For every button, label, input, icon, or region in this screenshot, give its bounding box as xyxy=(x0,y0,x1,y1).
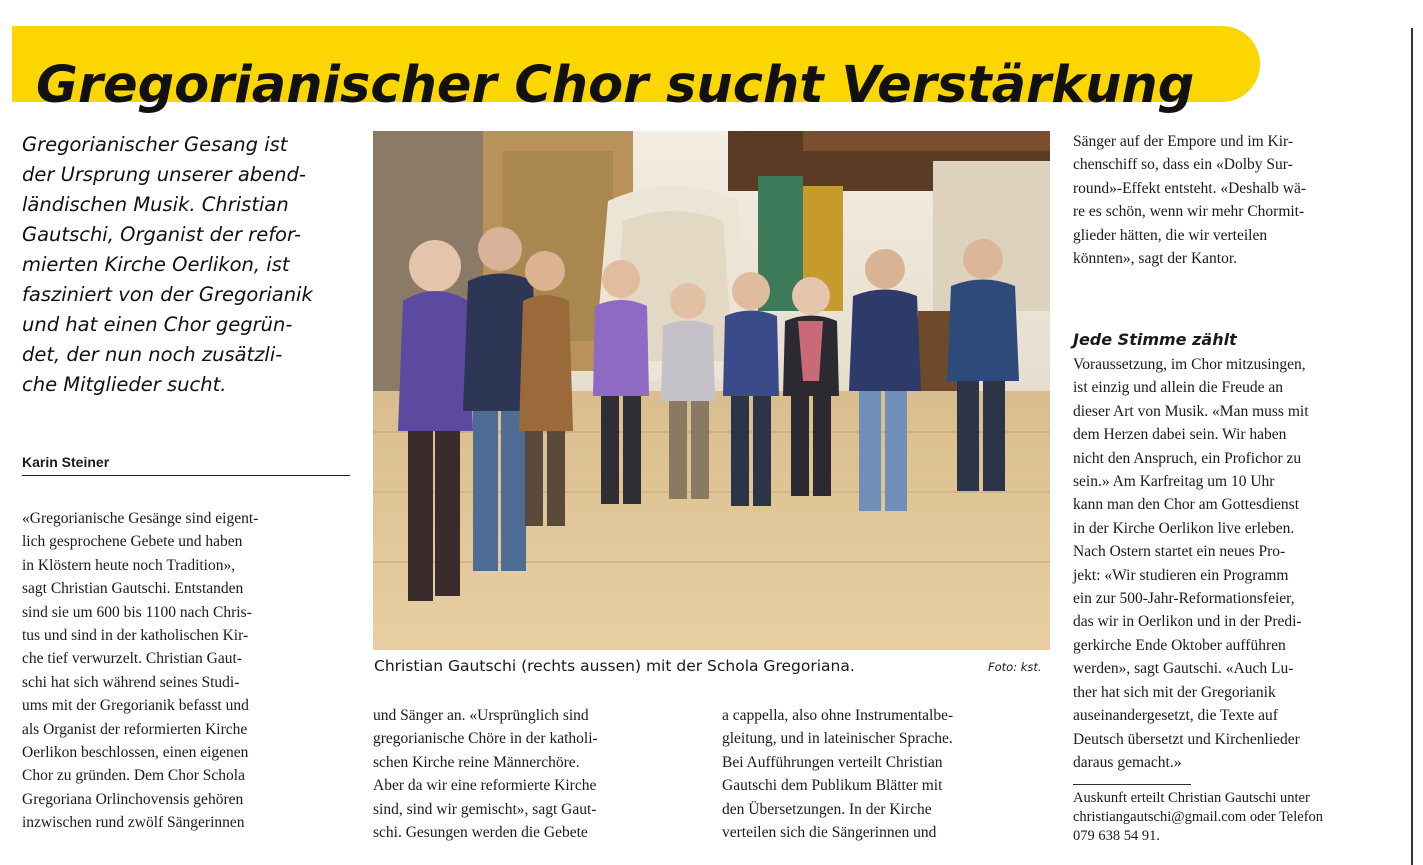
body-line: dieser Art von Musik. «Man muss mit xyxy=(1073,402,1309,420)
body-line: a cappella, also ohne Instrumentalbe- xyxy=(722,707,954,724)
choir-photo xyxy=(373,131,1050,650)
body-line: auseinandergesetzt, die Texte auf xyxy=(1073,707,1278,725)
body-line: nicht den Anspruch, ein Profichor zu xyxy=(1073,449,1302,467)
body-line: dem Herzen dabei sein. Wir haben xyxy=(1073,426,1287,444)
body-line: gerkirche Ende Oktober aufführen xyxy=(1073,636,1286,654)
lead-paragraph xyxy=(22,130,352,400)
lead-line: mierten Kirche Oerlikon, ist xyxy=(22,253,290,276)
body-line: che tief verwurzelt. Christian Gaut- xyxy=(22,650,242,668)
body-line: gregorianische Chöre in der katholi- xyxy=(373,730,598,748)
lead-line: ländischen Musik. Christian xyxy=(22,193,289,216)
column-divider-rule xyxy=(1411,28,1413,865)
section-subheading: Jede Stimme zählt xyxy=(1073,330,1237,349)
lead-line: fasziniert von der Gregorianik xyxy=(22,283,313,306)
body-line: Voraussetzung, im Chor mitzusingen, xyxy=(1073,356,1306,373)
body-line: lich gesprochene Gebete und haben xyxy=(22,533,243,551)
body-line: den Übersetzungen. In der Kirche xyxy=(722,800,932,818)
lead-line: Gautschi, Organist der refor- xyxy=(22,223,301,246)
choir-photo-illustration xyxy=(373,131,1050,650)
body-line: re es schön, wenn wir mehr Chormit- xyxy=(1073,203,1305,221)
info-phone-line: 079 638 54 91. xyxy=(1073,828,1160,844)
body-line: daraus gemacht.» xyxy=(1073,753,1182,771)
body-line: jekt: «Wir studieren ein Programm xyxy=(1073,566,1289,584)
body-line: und Sänger an. «Ursprünglich sind xyxy=(373,707,589,724)
contact-info xyxy=(1073,789,1403,846)
body-column-4-top xyxy=(1073,130,1403,270)
body-line: ist einzig und allein die Freude an xyxy=(1073,379,1284,397)
body-line: in der Kirche Oerlikon live erleben. xyxy=(1073,519,1295,537)
body-line: Gautschi dem Publikum Blätter mit xyxy=(722,777,943,795)
body-line: sein.» Am Karfreitag um 10 Uhr xyxy=(1073,473,1275,491)
body-line: gleitung, und in lateinischer Sprache. xyxy=(722,730,953,748)
body-line: round»-Effekt entsteht. «Deshalb wä- xyxy=(1073,179,1307,197)
body-line: verteilen sich die Sängerinnen und xyxy=(722,824,937,842)
info-divider xyxy=(1073,784,1191,785)
body-line: Deutsch übersetzt und Kirchenlieder xyxy=(1073,730,1300,748)
body-line: sind, sind wir gemischt», sagt Gaut- xyxy=(373,800,597,818)
body-line: ther hat sich mit der Gregorianik xyxy=(1073,683,1276,701)
lead-line: det, der nun noch zusätzli- xyxy=(22,343,283,366)
body-column-4-section xyxy=(1073,328,1403,774)
body-line: das wir in Oerlikon und in der Predi- xyxy=(1073,613,1302,631)
photo-credit: Foto: kst. xyxy=(988,660,1042,674)
body-line: Sänger auf der Empore und im Kir- xyxy=(1073,133,1294,150)
body-line: Bei Aufführungen verteilt Christian xyxy=(722,753,943,771)
body-line: tus und sind in der katholischen Kir- xyxy=(22,627,249,645)
body-line: könnten», sagt der Kantor. xyxy=(1073,250,1238,268)
body-line: schi. Gesungen werden die Gebete xyxy=(373,824,588,842)
body-column-3 xyxy=(722,704,1052,844)
body-column-2 xyxy=(373,704,703,844)
body-line: Aber da wir eine reformierte Kirche xyxy=(373,777,597,795)
body-line: kann man den Chor am Gottesdienst xyxy=(1073,496,1299,514)
body-line: Nach Ostern startet ein neues Pro- xyxy=(1073,543,1286,561)
lead-line: der Ursprung unserer abend- xyxy=(22,163,306,186)
author-byline: Karin Steiner xyxy=(22,452,350,476)
body-column-1 xyxy=(22,507,352,835)
lead-line: Gregorianischer Gesang ist xyxy=(22,133,288,156)
article-headline: Gregorianischer Chor sucht Verstärkung xyxy=(36,56,1195,115)
info-email-line[interactable]: christiangautschi@gmail.com oder Telefon xyxy=(1073,809,1324,825)
body-line: Chor zu gründen. Dem Chor Schola xyxy=(22,767,245,785)
body-line: sagt Christian Gautschi. Entstanden xyxy=(22,580,244,598)
body-line: werden», sagt Gautschi. «Auch Lu- xyxy=(1073,660,1294,678)
body-line: ums mit der Gregorianik befasst und xyxy=(22,697,249,715)
body-line: Gregoriana Orlinchovensis gehören xyxy=(22,790,244,808)
photo-caption: Christian Gautschi (rechts aussen) mit der Schola Gregoriana. xyxy=(374,657,855,675)
body-line: Oerlikon beschlossen, einen eigenen xyxy=(22,744,249,762)
lead-line: und hat einen Chor gegrün- xyxy=(22,313,293,336)
headline-banner xyxy=(12,26,1260,115)
body-line: glieder hätten, die wir verteilen xyxy=(1073,226,1268,244)
body-line: in Klöstern heute noch Tradition», xyxy=(22,556,236,574)
body-line: sind sie um 600 bis 1100 nach Chris- xyxy=(22,603,252,621)
body-line: als Organist der reformierten Kirche xyxy=(22,720,248,738)
body-line: schen Kirche reine Männerchöre. xyxy=(373,753,580,771)
body-line: inzwischen rund zwölf Sängerinnen xyxy=(22,814,245,832)
body-line: «Gregorianische Gesänge sind eigent- xyxy=(22,510,259,527)
body-line: chenschiff so, dass ein «Dolby Sur- xyxy=(1073,156,1293,174)
body-line: schi hat sich während seines Studi- xyxy=(22,673,240,691)
lead-line: che Mitglieder sucht. xyxy=(22,373,227,396)
body-line: ein zur 500-Jahr-Reformationsfeier, xyxy=(1073,590,1295,608)
info-line: Auskunft erteilt Christian Gautschi unter xyxy=(1073,790,1310,806)
